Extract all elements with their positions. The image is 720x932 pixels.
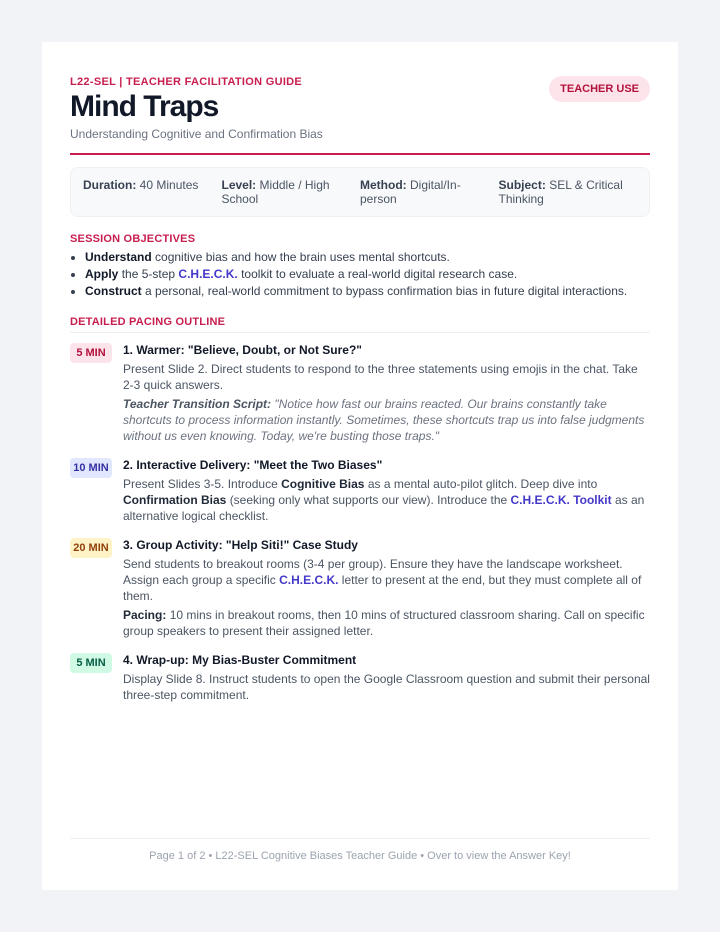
guide-page: [42, 42, 678, 890]
page-title: Mind Traps: [70, 90, 219, 123]
outline-heading: DETAILED PACING OUTLINE: [70, 316, 226, 328]
header-divider: [70, 153, 650, 155]
block-title: 4. Wrap-up: My Bias-Buster Commitment: [123, 653, 357, 667]
block-text: Present Slides 3-5. Introduce Cognitive Bias as a mental auto-pilot glitch. Deep dive into Confirmation Bias (seeking only what supports our view). Introduce the C.H.E.C.K. Toolkit as an alternative logical checklist.: [123, 477, 645, 523]
time-badge: 5 MIN: [70, 343, 112, 363]
time-badge: 20 MIN: [70, 538, 112, 558]
list-item: • Apply the 5-step C.H.E.C.K. toolkit to evaluate a real-world digital research case.: [85, 266, 650, 283]
meta-method: Method: Digital/In-person: [360, 178, 461, 206]
meta-level: Level: Middle / High School: [221, 178, 330, 206]
teacher-script: Teacher Transition Script: "Notice how fast our brains reacted. Our brains constantly take shortcuts to process information instantly. Sometimes, these shortcuts trap us into false judgments without us even knowing. Today, we're busting those traps.": [123, 397, 645, 443]
pacing-note: Pacing: 10 mins in breakout rooms, then 10 mins of structured classroom sharing. Call on specific group speakers to present their assigned letter.: [123, 608, 645, 638]
session-meta: [70, 167, 650, 217]
list-item: • Construct a personal, real-world commitment to bypass confirmation bias in future digital interactions.: [85, 283, 650, 300]
outline-divider: [70, 332, 650, 333]
objectives-heading: SESSION OBJECTIVES: [70, 233, 196, 245]
meta-duration: Duration: 40 Minutes: [83, 178, 199, 192]
pacing-block-wrapup: [70, 652, 650, 706]
time-badge: 5 MIN: [70, 653, 112, 673]
time-badge: 10 MIN: [70, 458, 112, 478]
page-header: [70, 76, 650, 141]
block-title: 2. Interactive Delivery: "Meet the Two Biases": [123, 458, 383, 472]
objectives-list: [70, 249, 650, 300]
page-subtitle: Understanding Cognitive and Confirmation Bias: [70, 127, 323, 141]
teacher-use-badge: TEACHER USE: [549, 76, 650, 102]
meta-subject: Subject: SEL & Critical Thinking: [498, 178, 623, 206]
page-footer: Page 1 of 2 • L22-SEL Cognitive Biases Teacher Guide • Over to view the Answer Key!: [70, 838, 650, 862]
block-text: Send students to breakout rooms (3-4 per group). Ensure they have the landscape worksheet. Assign each group a specific C.H.E.C.K. letter to present at the end, but they must complete all of them.: [123, 557, 642, 603]
pacing-block-warmer: [70, 342, 650, 447]
list-item: • Understand cognitive bias and how the brain uses mental shortcuts.: [85, 249, 650, 266]
block-text: Display Slide 8. Instruct students to open the Google Classroom question and submit their personal three-step commitment.: [123, 672, 650, 702]
block-title: 1. Warmer: "Believe, Doubt, or Not Sure?": [123, 343, 362, 357]
block-title: 3. Group Activity: "Help Siti!" Case Study: [123, 538, 358, 552]
pacing-block-group-activity: [70, 537, 650, 642]
course-code: L22-SEL | TEACHER FACILITATION GUIDE: [70, 76, 303, 88]
pacing-block-delivery: [70, 457, 650, 527]
block-text: Present Slide 2. Direct students to respond to the three statements using emojis in the chat. Take 2-3 quick answers.: [123, 362, 638, 392]
